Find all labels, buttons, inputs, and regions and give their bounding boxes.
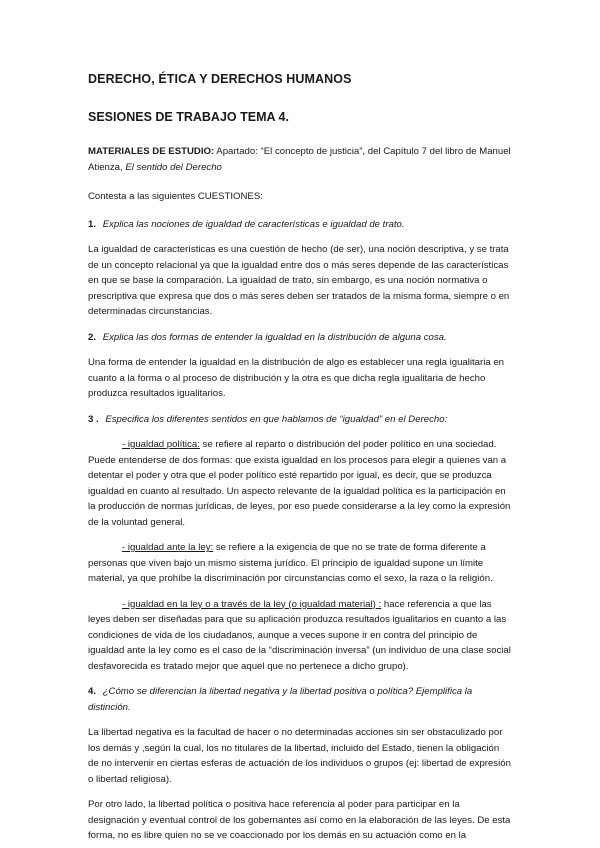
question-number: 2.	[88, 331, 97, 343]
materiales-book-title: El sentido del Derecho	[125, 161, 222, 173]
question-text: Explica las nociones de igualdad de características e igualdad de trato.	[102, 218, 405, 230]
question-3	[88, 412, 512, 428]
question-1	[88, 217, 512, 233]
question-number: 3 .	[88, 413, 99, 425]
intro-text: Contesta a las siguientes CUESTIONES:	[88, 191, 263, 202]
document-subtitle: SESIONES DE TRABAJO TEMA 4.	[88, 110, 289, 124]
item-text: se refiere al reparto o distribución del poder político en una sociedad. Puede entenderse de dos formas: que exista igualdad en los procesos para elegir a quienes van a detentar el poder y otra que el poder político esté repartido por igual, es decir, que se produzca igualdad en cuanto al resultado. Un aspecto relevante de la igualdad política es la participación en la producción de normas jurídicas, de leyes, por eso puede considerarse a la ley como la expresión de la voluntad general.	[88, 439, 511, 528]
materiales-paragraph	[88, 144, 512, 175]
question-text: ¿Cómo se diferencian la libertad negativa y la libertad positiva o política? Ejemplifica la distinción.	[88, 686, 473, 713]
answer-4-paragraph-1: La libertad negativa es la facultad de hacer o no determinadas acciones sin ser obstaculizado por los demás y ,según la cual, los no titulares de la libertad, incluido del Estado, tienen la obligación de no intervenir en ciertas esferas de actuación de los individuos o grupos (ej: libertad de expresión o libertad religiosa).	[88, 727, 511, 785]
question-2	[88, 330, 512, 346]
answer-3-item-igualdad-material	[88, 597, 512, 675]
item-label: - igualdad en la ley o a través de la ley (o igualdad material) :	[122, 598, 382, 610]
materiales-text: Apartado: “El concepto de justicia”, del Capítulo 7 del libro de Manuel Atienza,	[88, 146, 511, 173]
question-number: 1.	[88, 218, 97, 230]
answer-1: La igualdad de características es una cuestión de hecho (de ser), una noción descriptiva, y se trata de un concepto relacional ya que la igualdad entre dos o más seres depende de las características en que se base la comparación. La igualdad de trato, sin embargo, es una noción normativa o prescriptiva que expresa que dos o más seres deben ser tratados de la misma forma, siempre o en determinadas circunstancias.	[88, 244, 510, 317]
materiales-label: MATERIALES DE ESTUDIO:	[88, 146, 215, 157]
document-title: DERECHO, ÉTICA Y DERECHOS HUMANOS	[88, 72, 352, 86]
answer-4-paragraph-2: Por otro lado, la libertad política o positiva hace referencia al poder para participar en la designación y eventual control de los gobernantes así como en la elaboración de las leyes. De esta forma, no es libre quien no se ve coaccionado por los demás en su actuación como en la	[88, 799, 511, 841]
answer-3-item-igualdad-politica	[88, 437, 512, 530]
item-label: - igualdad política:	[122, 439, 200, 450]
question-text: Especifica los diferentes sentidos en que hablamos de “igualdad” en el Derecho:	[105, 413, 448, 425]
item-text: hace referencia a que las leyes deben ser diseñadas para que su aplicación produzca resultados igualitarios en cuanto a las condiciones de vida de los ciudadanos, aunque a veces supone ir en contra del principio de igualdad ante la ley como es el caso de la “discriminación inversa” (un individuo de una clase social desfavorecida es tratado mejor que aquel que no pertenece a dicho grupo).	[88, 598, 511, 672]
item-label: - igualdad ante la ley:	[122, 542, 214, 553]
item-text: se refiere a la exigencia de que no se trate de forma diferente a personas que viven bajo un mismo sistema jurídico. El principio de igualdad supone un límite material, ya que prohíbe la discriminación por circunstancias como el sexo, la raza o la religión.	[88, 542, 493, 584]
question-text: Explica las dos formas de entender la igualdad en la distribución de alguna cosa.	[102, 331, 447, 343]
question-number: 4.	[88, 686, 97, 697]
question-4	[88, 684, 512, 715]
answer-3-item-igualdad-ante-la-ley	[88, 540, 512, 587]
answer-2: Una forma de entender la igualdad en la distribución de algo es establecer una regla igualitaria en cuanto a la forma o al proceso de distribución y la otra es que dicha regla igualitaria de hecho produzca resultados igualitarios.	[88, 357, 505, 399]
